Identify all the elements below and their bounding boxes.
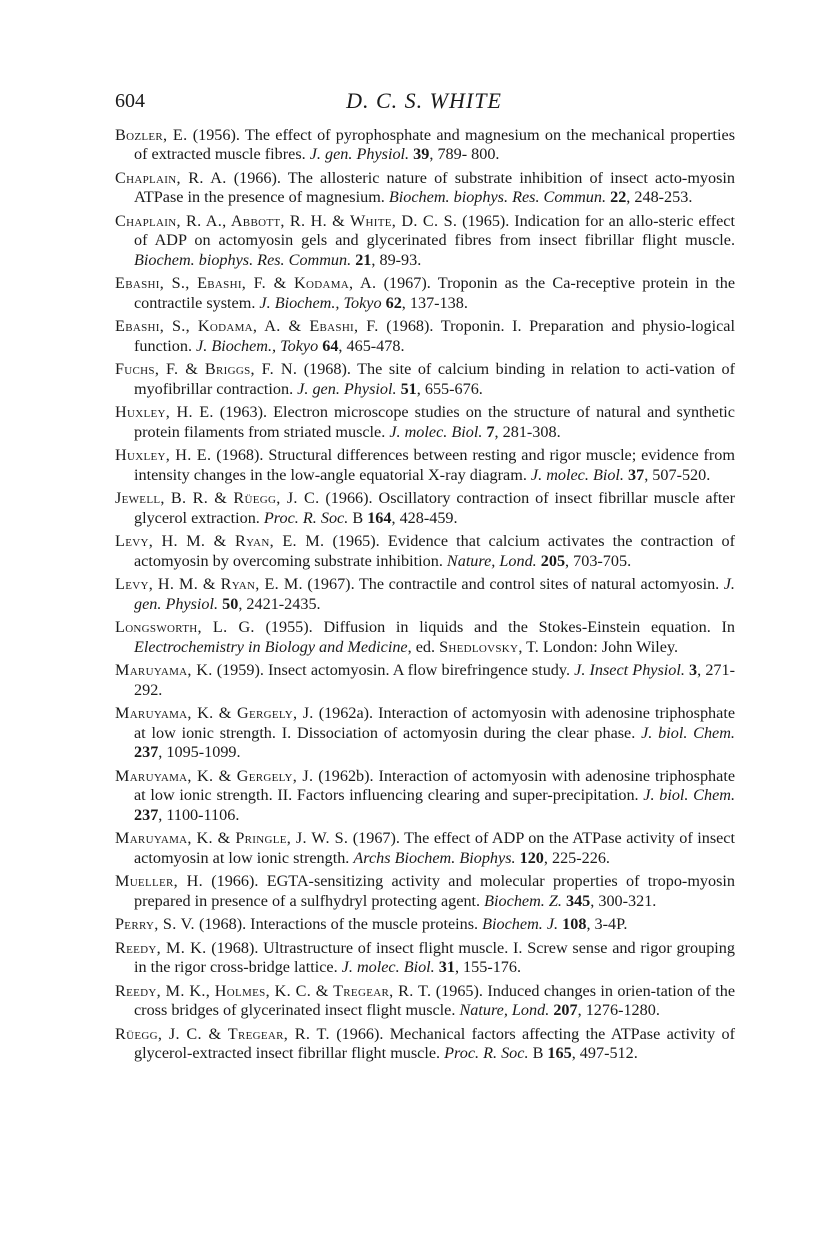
reference-authors: Ebashi, S., Kodama, A. & Ebashi, F. xyxy=(115,317,379,336)
reference-entry xyxy=(115,618,735,657)
reference-pages: , 300-321. xyxy=(590,891,657,910)
reference-authors: Longsworth, L. G. xyxy=(115,618,255,637)
reference-journal: J. gen. Physiol. xyxy=(309,145,410,164)
reference-pages: , 281-308. xyxy=(494,422,561,441)
reference-entry xyxy=(115,704,735,762)
reference-text: (1963). Electron microscope studies on the structure of natural and synthetic protein filaments from striated muscle. xyxy=(134,403,735,441)
reference-authors: Rüegg, J. C. & Tregear, R. T. xyxy=(115,1024,330,1043)
reference-text: (1968). Interactions of the muscle proteins. xyxy=(194,915,483,934)
reference-volume: 165 xyxy=(547,1044,572,1063)
running-head: D. C. S. WHITE xyxy=(346,88,502,113)
reference-authors: Reedy, M. K. xyxy=(115,938,207,957)
page-header xyxy=(115,88,733,118)
reference-entry xyxy=(115,274,735,313)
reference-volume: 31 xyxy=(438,958,455,977)
reference-text: (1965). Indication for an allo-steric effect of ADP on actomyosin gels and glycerinated fibres from insect fibrillar flight muscle. xyxy=(134,212,735,250)
reference-authors: Fuchs, F. & Briggs, F. N. xyxy=(115,360,298,379)
reference-text: (1959). Insect actomyosin. A flow birefringence study. xyxy=(212,661,575,680)
reference-pages: , 1276-1280. xyxy=(577,1001,660,1020)
reference-journal: J. gen. Physiol. xyxy=(297,379,397,398)
reference-text: (1968). Structural differences between resting and rigor muscle; evidence from intensity changes in the low-angle equatorial X-ray diagram. xyxy=(134,446,735,484)
reference-pages: , 428-459. xyxy=(391,508,458,527)
reference-pages: , 137-138. xyxy=(401,293,468,312)
reference-volume: 108 xyxy=(562,915,587,934)
reference-editor: Shedlovsky xyxy=(439,637,519,656)
reference-authors: Reedy, M. K., Holmes, K. C. & Tregear, R. T. xyxy=(115,981,432,1000)
reference-pages: , 89-93. xyxy=(371,250,422,269)
reference-authors: Levy, H. M. & Ryan, E. M. xyxy=(115,575,303,594)
reference-authors: Bozler, E. xyxy=(115,126,188,144)
reference-text: (1956). The effect of pyrophosphate and magnesium on the mechanical properties of extracted muscle fibres. xyxy=(134,126,735,164)
reference-volume: 345 xyxy=(565,891,591,910)
reference-pages: , 465-478. xyxy=(338,336,405,355)
reference-pages: , 1095-1099. xyxy=(158,743,241,762)
reference-journal: J. gen. Physiol. xyxy=(134,575,735,613)
reference-entry xyxy=(115,767,735,825)
reference-volume: 51 xyxy=(400,379,417,398)
reference-pages: , 703-705. xyxy=(565,551,632,570)
reference-authors: Maruyama, K. xyxy=(115,661,213,680)
reference-entry xyxy=(115,939,735,978)
reference-volume: 205 xyxy=(540,551,566,570)
reference-entry xyxy=(115,829,735,868)
reference-text: (1962a). Interaction of actomyosin with adenosine triphosphate at low ionic strength. I. Dissociation of actomyosin during the clear phase. xyxy=(134,704,735,742)
reference-authors: Jewell, B. R. & Rüegg, J. C. xyxy=(115,489,320,508)
reference-pages: , 497-512. xyxy=(571,1044,638,1063)
reference-entry xyxy=(115,360,735,399)
reference-volume: 237 xyxy=(134,805,159,824)
reference-authors: Chaplain, R. A., Abbott, R. H. & White, D. C. S. xyxy=(115,212,458,230)
reference-entry xyxy=(115,1025,735,1064)
reference-entry xyxy=(115,169,735,208)
reference-entry xyxy=(115,872,735,911)
reference-journal: Archs Biochem. Biophys. xyxy=(353,848,516,867)
reference-entry xyxy=(115,403,735,442)
reference-journal: Biochem. J. xyxy=(482,915,559,934)
reference-entry xyxy=(115,212,735,270)
reference-text: (1965). Induced changes in orien-tation of the cross bridges of glycerinated insect flight muscle. xyxy=(134,981,736,1020)
reference-pages: , 507-520. xyxy=(644,465,711,484)
reference-journal: J. molec. Biol. xyxy=(530,465,624,484)
reference-text: (1966). The allosteric nature of substrate inhibition of insect acto-myosin ATPase in the presence of magnesium. xyxy=(134,169,735,207)
reference-volume: 50 xyxy=(222,594,239,613)
reference-volume: 164 xyxy=(367,508,392,527)
reference-journal: Nature, Lond. xyxy=(459,1001,550,1020)
reference-publisher: , T. London: John Wiley. xyxy=(518,637,679,656)
reference-volume: 22 xyxy=(610,188,627,207)
reference-authors: Maruyama, K. & Gergely, J. xyxy=(115,766,314,785)
reference-entry xyxy=(115,915,735,934)
reference-pages: , 271-292. xyxy=(134,661,735,699)
reference-authors: Ebashi, S., Ebashi, F. & Kodama, A. xyxy=(115,274,377,293)
reference-text: (1962b). Interaction of actomyosin with adenosine triphosphate at low ionic strength. II. Factors influencing clearing and super-precipitation. xyxy=(134,766,736,805)
reference-text: (1968). Troponin. I. Preparation and physio-logical function. xyxy=(134,317,735,355)
reference-text: (1968). The site of calcium binding in relation to acti-vation of myofibrillar contraction. xyxy=(134,360,735,398)
reference-text: (1955). Diffusion in liquids and the Stokes-Einstein equation. In xyxy=(254,618,735,637)
reference-entry xyxy=(115,126,735,165)
reference-authors: Huxley, H. E. xyxy=(115,446,212,465)
reference-entry xyxy=(115,982,735,1021)
reference-volume: 62 xyxy=(385,293,402,312)
reference-text: (1967). The effect of ADP on the ATPase activity of insect actomyosin at low ionic strength. xyxy=(134,829,735,867)
reference-authors: Maruyama, K. & Pringle, J. W. S. xyxy=(115,829,349,848)
reference-volume-prefix: B xyxy=(348,508,368,527)
reference-pages: , 155-176. xyxy=(454,958,522,977)
reference-journal: J. biol. Chem. xyxy=(643,786,735,805)
reference-volume: 64 xyxy=(322,336,339,355)
reference-journal: Nature, Lond. xyxy=(446,551,537,570)
reference-pages: , 2421-2435. xyxy=(238,594,321,613)
reference-volume: 237 xyxy=(134,743,159,762)
reference-authors: Chaplain, R. A. xyxy=(115,169,227,187)
reference-authors: Mueller, H. xyxy=(115,872,203,891)
reference-entry xyxy=(115,489,735,528)
reference-text: (1967). The contractile and control sites of natural actomyosin. xyxy=(302,575,724,594)
reference-pages: , 225-226. xyxy=(543,848,610,867)
reference-text: (1966). EGTA-sensitizing activity and molecular properties of tropo-myosin prepared in presence of a sulfhydryl protecting agent. xyxy=(134,872,735,910)
reference-authors: Maruyama, K. & Gergely, J. xyxy=(115,704,314,723)
reference-text: (1965). Evidence that calcium activates the contraction of actomyosin by overcoming substrate inhibition. xyxy=(134,532,735,570)
reference-journal: Biochem. Z. xyxy=(484,891,562,910)
reference-volume: 37 xyxy=(628,465,645,484)
reference-volume-prefix: , ed. xyxy=(407,637,440,656)
reference-pages: , 789- 800. xyxy=(429,145,500,164)
reference-authors: Huxley, H. E. xyxy=(115,403,214,422)
reference-pages: , 3-4P. xyxy=(586,915,628,934)
reference-journal: Biochem. biophys. Res. Commun. xyxy=(134,250,352,269)
reference-volume: 120 xyxy=(519,848,544,867)
reference-journal: J. Biochem., Tokyo xyxy=(259,293,382,312)
reference-journal: Biochem. biophys. Res. Commun. xyxy=(388,188,607,207)
reference-entry xyxy=(115,317,735,356)
reference-pages: , 248-253. xyxy=(626,188,693,207)
reference-journal: J. biol. Chem. xyxy=(641,723,735,742)
reference-volume: 207 xyxy=(553,1001,578,1020)
reference-text: (1966). Oscillatory contraction of insect fibrillar muscle after glycerol extraction. xyxy=(134,489,736,527)
reference-journal: Proc. R. Soc. xyxy=(263,508,349,527)
reference-volume: 39 xyxy=(413,145,430,164)
reference-volume: 3 xyxy=(689,661,698,680)
reference-journal: Proc. R. Soc. xyxy=(444,1044,529,1063)
reference-entry xyxy=(115,661,735,700)
reference-volume: 7 xyxy=(486,422,495,441)
reference-journal: J. Insect Physiol. xyxy=(574,661,685,680)
reference-pages: , 655-676. xyxy=(416,379,483,398)
reference-entry xyxy=(115,446,735,485)
reference-authors: Levy, H. M. & Ryan, E. M. xyxy=(115,532,325,551)
reference-journal: J. molec. Biol. xyxy=(341,958,435,977)
reference-journal: J. Biochem., Tokyo xyxy=(196,336,319,355)
reference-list xyxy=(115,126,735,1068)
reference-volume: 21 xyxy=(355,250,372,269)
reference-entry xyxy=(115,575,735,614)
page-number: 604 xyxy=(115,90,145,112)
reference-text: (1968). Ultrastructure of insect flight muscle. I. Screw sense and rigor grouping in the rigor cross-bridge lattice. xyxy=(134,938,735,977)
reference-journal: J. molec. Biol. xyxy=(389,422,483,441)
reference-pages: , 1100-1106. xyxy=(158,805,240,824)
reference-authors: Perry, S. V. xyxy=(115,915,195,934)
reference-text: (1967). Troponin as the Ca-receptive protein in the contractile system. xyxy=(134,274,735,312)
reference-journal: Electrochemistry in Biology and Medicine xyxy=(134,637,408,656)
reference-text: (1966). Mechanical factors affecting the ATPase activity of glycerol-extracted insect fibrillar flight muscle. xyxy=(134,1024,735,1063)
reference-volume-prefix: B xyxy=(528,1044,548,1063)
reference-entry xyxy=(115,532,735,571)
